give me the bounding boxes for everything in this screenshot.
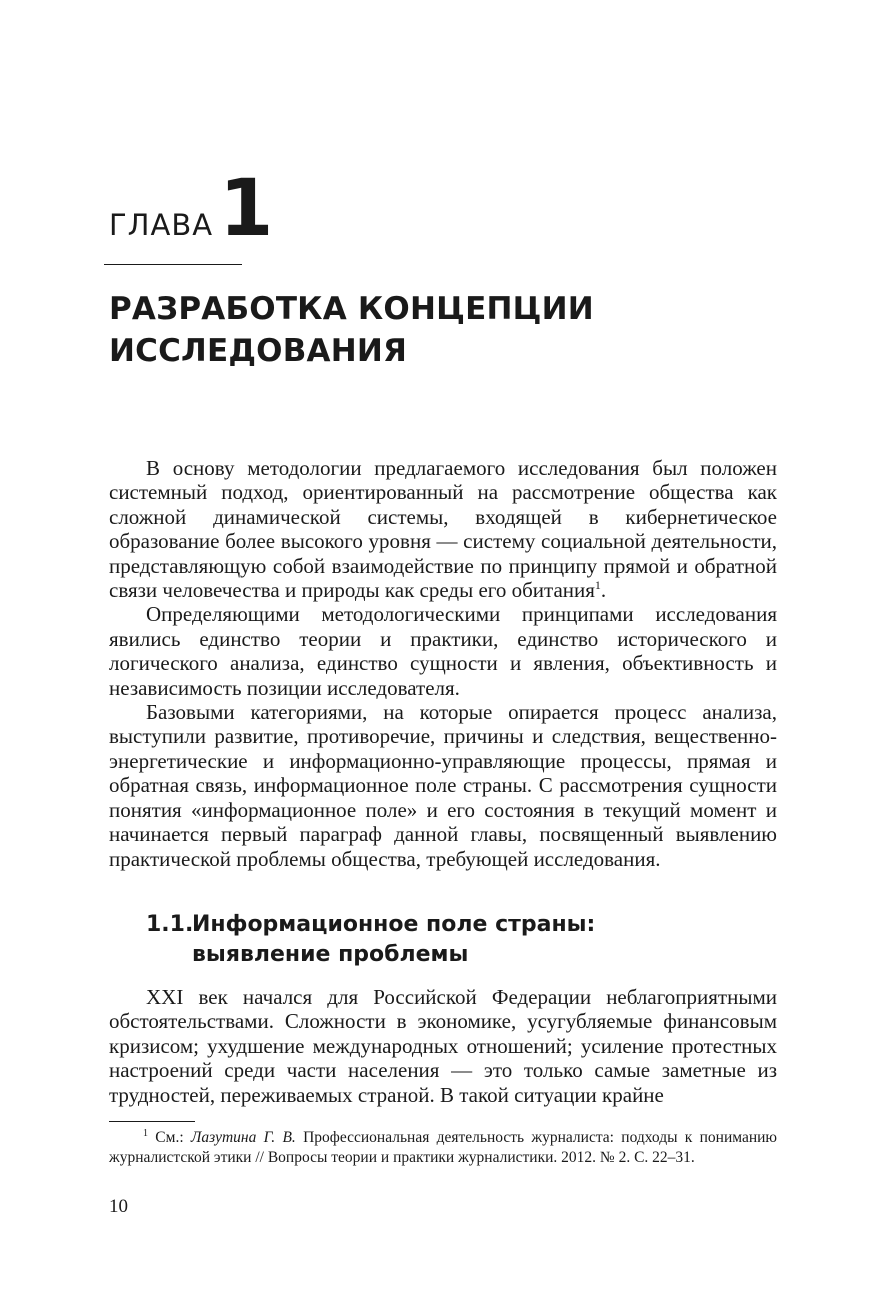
- section-title-line-2: выявление проблемы: [192, 942, 469, 967]
- section-heading: [146, 910, 766, 970]
- paragraph-1-text: В основу методологии предлагаемого исследования был положен системный подход, ориентированный на рассмотрение общества как сложной динамической системы, входящей в кибернетическое образование более высокого уровня — систему социальной деятельности, представляющую собой взаимодействие по принципу прямой и обратной связи человечества и природы как среды его обитания: [109, 456, 777, 603]
- paragraph-1-end: .: [600, 578, 607, 603]
- section-paragraph-1: XXI век начался для Российской Федерации неблагоприятными обстоятельствами. Сложности в экономике, усугубляемые финансовым кризисом; ухудшение международных отношений; усиление протестных настроений среди части населения — это только самые заметные из трудностей, переживаемых страной. В такой ситуации крайне: [109, 985, 777, 1107]
- paragraph-3: Базовыми категориями, на которые опирается процесс анализа, выступили развитие, противоречие, причины и следствия, вещественно-энергетические и информационно-управляющие процессы, прямая и обратная связь, информационное поле страны. С рассмотрения сущности понятия «информационное поле» и его состояния в текущий момент и начинается первый параграф данной главы, посвященный выявлению практической проблемы общества, требующей исследования.: [109, 700, 777, 871]
- paragraph-2: Определяющими методологическими принципами исследования явились единство теории и практики, единство исторического и логического анализа, единство сущности и явления, объективность и независимость позиции исследователя.: [109, 602, 777, 700]
- chapter-title: [109, 288, 789, 372]
- footnote-prefix: См.:: [155, 1129, 191, 1146]
- chapter-heading: [109, 164, 274, 254]
- footnote: [109, 1128, 777, 1168]
- chapter-intro-text: [109, 456, 777, 871]
- page-number: 10: [109, 1196, 128, 1217]
- chapter-title-line-1: РАЗРАБОТКА КОНЦЕПЦИИ: [109, 291, 594, 327]
- section-title-line-1: Информационное поле страны:: [192, 912, 596, 937]
- chapter-title-line-2: ИССЛЕДОВАНИЯ: [109, 333, 408, 369]
- section-number: 1.1.: [146, 912, 194, 937]
- footnote-reference: 1: [594, 578, 601, 593]
- section-title-text: [192, 910, 595, 970]
- footnote-divider: [109, 1121, 195, 1122]
- chapter-word: ГЛАВА: [109, 208, 214, 243]
- footnote-marker: 1: [143, 1127, 148, 1139]
- section-body-text: [109, 985, 777, 1107]
- footnote-text: Профессиональная деятельность журналиста: подходы к пониманию журналистской этики // Вопросы теории и практики журналистики. 2012. № 2. С. 22–31.: [109, 1129, 778, 1166]
- paragraph-1: [109, 456, 777, 602]
- chapter-number: 1: [219, 164, 274, 254]
- chapter-divider: [104, 264, 242, 265]
- footnote-author: Лазутина Г. В.: [190, 1129, 296, 1146]
